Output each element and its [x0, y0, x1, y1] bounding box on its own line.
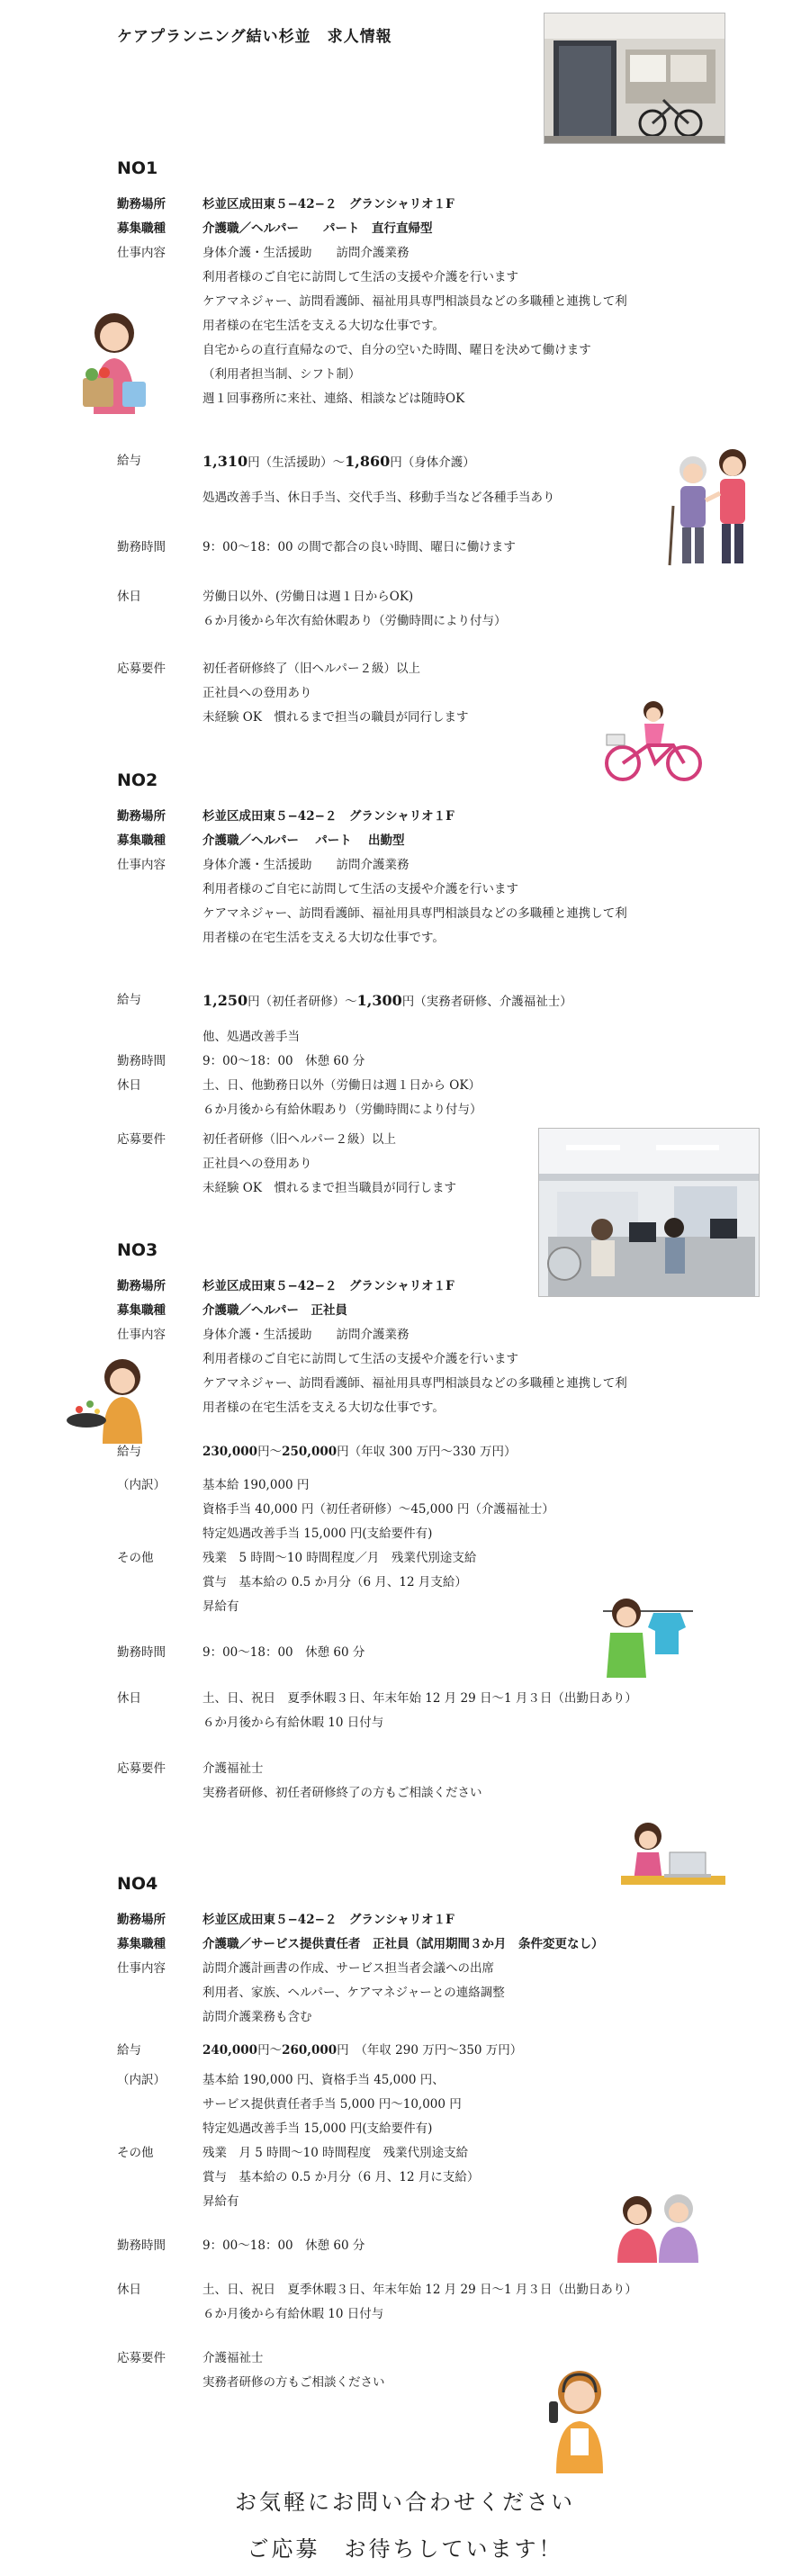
duty-line: ケアマネジャー、訪問看護師、福祉用具専門相談員などの多職種と連携して利 — [202, 294, 627, 309]
duty-line: ケアマネジャー、訪問看護師、福祉用具専門相談員などの多職種と連携して利 — [202, 1376, 627, 1391]
duty-line: 利用者様のご自宅に訪問して生活の支援や介護を行います — [202, 270, 518, 284]
requirement-line: 実務者研修の方もご相談ください — [202, 2375, 385, 2390]
duty-line: 利用者様のご自宅に訪問して生活の支援や介護を行います — [202, 882, 518, 896]
duty-line: 利用者様のご自宅に訪問して生活の支援や介護を行います — [202, 1352, 518, 1366]
requirements-label: 応募要件 — [117, 662, 166, 676]
requirement-line: 未経験 OK 慣れるまで担当の職員が同行します — [202, 710, 469, 725]
duties-label: 仕事内容 — [117, 1961, 166, 1976]
pay-min: 240,000 — [202, 2043, 258, 2058]
holiday-line: ６か月後から年次有給休暇あり（労働時間により付与） — [202, 614, 507, 628]
pay-unit: 円（生活援助）〜 — [248, 455, 346, 470]
position-label: 募集職種 — [117, 1303, 166, 1318]
position-label: 募集職種 — [117, 221, 166, 236]
location-value: 杉並区成田東５−42−２ グランシャリオ１F — [202, 1279, 454, 1293]
duties-label: 仕事内容 — [117, 1328, 166, 1342]
cooking-woman-illustration — [67, 1350, 160, 1444]
pay-unit: 円（身体介護） — [390, 455, 475, 470]
location-label: 勤務場所 — [117, 809, 166, 824]
position-value: 介護職／ヘルパー パート 出勤型 — [202, 833, 405, 848]
location-value: 杉並区成田東５−42−２ グランシャリオ１F — [202, 1913, 454, 1927]
headset-woman-illustration — [544, 2365, 616, 2473]
holiday-line: 土、日、祝日 夏季休暇３日、年末年始 12 月 29 日〜1 月３日（出勤日あり） — [202, 1691, 637, 1706]
breakdown-line: 特定処遇改善手当 15,000 円(支給要件有) — [202, 2121, 433, 2136]
job-number: NO4 — [117, 1874, 158, 1894]
pay-max: 1,300 — [356, 992, 402, 1009]
pay-max: 260,000 — [282, 2043, 338, 2058]
position-label: 募集職種 — [117, 1937, 166, 1951]
pay-unit: 円（初任者研修）〜 — [248, 995, 357, 1009]
holiday-line: ６か月後から有給休暇 10 日付与 — [202, 2307, 384, 2321]
closing-message: お気軽にお問い合わせください — [235, 2490, 575, 2515]
other-line: 昇給有 — [202, 1599, 239, 1614]
location-value: 杉並区成田東５−42−２ グランシャリオ１F — [202, 809, 454, 824]
pay-min: 1,250 — [202, 992, 248, 1009]
duty-line: 訪問介護計画書の作成、サービス担当者会議への出席 — [202, 1961, 494, 1976]
pay-unit: 円（実務者研修、介護福祉士） — [401, 995, 572, 1009]
holiday-line: 土、日、他勤務日以外（労働日は週１日から OK） — [202, 1078, 481, 1093]
duty-line: ケアマネジャー、訪問看護師、福祉用具専門相談員などの多職種と連携して利 — [202, 906, 627, 921]
breakdown-line: 特定処遇改善手当 15,000 円(支給要件有) — [202, 1527, 433, 1541]
position-value: 介護職／サービス提供責任者 正社員（試用期間３か月 条件変更なし） — [202, 1937, 604, 1951]
breakdown-line: 基本給 190,000 円 — [202, 1478, 310, 1492]
requirement-line: 初任者研修（旧ヘルパー２級）以上 — [202, 1132, 397, 1147]
duty-line: 用者様の在宅生活を支える大切な仕事です。 — [202, 1401, 445, 1415]
hours-label: 勤務時間 — [117, 540, 166, 554]
hours-label: 勤務時間 — [117, 1054, 166, 1068]
duty-line: 訪問介護業務も含む — [202, 2010, 312, 2024]
other-line: 賞与 基本給の 0.5 か月分（6 月、12 月支給） — [202, 1575, 467, 1590]
job-number: NO2 — [117, 770, 158, 790]
office-entrance-photo — [544, 13, 725, 144]
hours-value: 9：00〜18：00 休憩 60 分 — [202, 2238, 365, 2253]
holiday-label: 休日 — [117, 1078, 141, 1093]
other-line: 残業 月 5 時間〜10 時間程度 残業代別途支給 — [202, 2146, 469, 2160]
pay-unit: 円 （年収 290 万円〜350 万円） — [337, 2043, 523, 2058]
location-value: 杉並区成田東５−42−２ グランシャリオ１F — [202, 197, 454, 212]
requirements-label: 応募要件 — [117, 1761, 166, 1776]
caregiver-elder-illustration — [664, 443, 763, 569]
requirements-label: 応募要件 — [117, 1132, 166, 1147]
job-number: NO1 — [117, 158, 158, 178]
pay-label: 給与 — [117, 1445, 141, 1459]
duty-line: 身体介護・生活援助 訪問介護業務 — [202, 858, 410, 872]
breakdown-line: 基本給 190,000 円、資格手当 45,000 円、 — [202, 2073, 445, 2087]
duty-line: 週１回事務所に来社、連絡、相談などは随時OK — [202, 392, 465, 406]
breakdown-label: （内訳） — [117, 1478, 166, 1492]
pay-unit: 円（年収 300 万円〜330 万円） — [337, 1445, 517, 1459]
duties-label: 仕事内容 — [117, 858, 166, 872]
breakdown-line: サービス提供責任者手当 5,000 円〜10,000 円 — [202, 2097, 462, 2112]
holiday-line: ６か月後から有給休暇 10 日付与 — [202, 1716, 384, 1730]
location-label: 勤務場所 — [117, 197, 166, 212]
position-value: 介護職／ヘルパー パート 直行直帰型 — [202, 221, 433, 236]
breakdown-label: （内訳） — [117, 2073, 166, 2087]
requirement-line: 実務者研修、初任者研修終了の方もご相談ください — [202, 1786, 482, 1800]
pay-label: 給与 — [117, 2043, 141, 2058]
pay-note: 他、処遇改善手当 — [202, 1030, 300, 1044]
holiday-line: 労働日以外、(労働日は週１日からOK) — [202, 590, 414, 604]
requirements-label: 応募要件 — [117, 2351, 166, 2365]
other-label: その他 — [117, 1551, 154, 1565]
breakdown-line: 資格手当 40,000 円（初任者研修）〜45,000 円（介護福祉士） — [202, 1502, 554, 1517]
holiday-line: 土、日、祝日 夏季休暇３日、年末年始 12 月 29 日〜1 月３日（出勤日あり） — [202, 2283, 637, 2297]
other-line: 昇給有 — [202, 2194, 239, 2209]
duty-line: 用者様の在宅生活を支える大切な仕事です。 — [202, 931, 445, 945]
holiday-label: 休日 — [117, 1691, 141, 1706]
holiday-label: 休日 — [117, 2283, 141, 2297]
pay-max: 250,000 — [282, 1445, 338, 1459]
other-line: 残業 5 時間〜10 時間程度／月 残業代別途支給 — [202, 1551, 477, 1565]
hours-value: 9：00〜18：00 休憩 60 分 — [202, 1054, 365, 1068]
pay-max: 1,860 — [345, 453, 391, 470]
hours-label: 勤務時間 — [117, 1645, 166, 1660]
other-label: その他 — [117, 2146, 154, 2160]
holiday-line: ６か月後から有給休暇あり（労働時間により付与） — [202, 1103, 482, 1117]
closing-message: ご応募 お待ちしています！ — [247, 2536, 563, 2562]
duty-line: 利用者、家族、ヘルパー、ケアマネジャーとの連絡調整 — [202, 1986, 505, 2000]
pay-min: 230,000 — [202, 1445, 258, 1459]
duty-line: 自宅からの直行直帰なので、自分の空いた時間、曜日を決めて働けます — [202, 343, 591, 357]
location-label: 勤務場所 — [117, 1913, 166, 1927]
duty-line: （利用者担当制、シフト制） — [202, 367, 361, 382]
job-no1 — [117, 158, 729, 730]
laptop-girl-illustration — [621, 1818, 725, 1890]
job-no3 — [117, 1240, 729, 1806]
hours-value: 9：00〜18：00 の間で都合の良い時間、曜日に働けます — [202, 540, 516, 554]
requirement-line: 介護福祉士 — [202, 1761, 264, 1776]
requirement-line: 介護福祉士 — [202, 2351, 264, 2365]
holiday-label: 休日 — [117, 590, 141, 604]
duties-list — [202, 241, 729, 411]
pay-min: 1,310 — [202, 453, 248, 470]
pay-label: 給与 — [117, 454, 141, 468]
pay-note: 処遇改善手当、休日手当、交代手当、移動手当など各種手当あり — [202, 491, 555, 505]
hours-value: 9：00〜18：00 休憩 60 分 — [202, 1645, 365, 1660]
requirement-line: 正社員への登用あり — [202, 686, 312, 700]
page-title: ケアプランニング結い杉並 求人情報 — [117, 28, 392, 46]
location-label: 勤務場所 — [117, 1279, 166, 1293]
pay-unit: 円〜 — [257, 2043, 283, 2058]
caregiver-elderly-woman-illustration — [614, 2187, 704, 2263]
job-number: NO3 — [117, 1240, 158, 1260]
requirement-line: 未経験 OK 慣れるまで担当職員が同行します — [202, 1181, 456, 1195]
requirement-line: 初任者研修終了（旧ヘルパー２級）以上 — [202, 662, 421, 676]
other-line: 賞与 基本給の 0.5 か月分（6 月、12 月に支給） — [202, 2170, 480, 2184]
shopping-woman-illustration — [65, 306, 164, 414]
job-no4 — [117, 1874, 729, 2395]
pay-unit: 円〜 — [257, 1445, 283, 1459]
position-value: 介護職／ヘルパー 正社員 — [202, 1303, 348, 1318]
duty-line: 身体介護・生活援助 訪問介護業務 — [202, 246, 410, 260]
pay-label: 給与 — [117, 993, 141, 1007]
position-label: 募集職種 — [117, 833, 166, 848]
laundry-woman-illustration — [599, 1591, 697, 1678]
bicycle-girl-illustration — [601, 700, 706, 783]
hours-label: 勤務時間 — [117, 2238, 166, 2253]
duty-line: 身体介護・生活援助 訪問介護業務 — [202, 1328, 410, 1342]
duty-line: 用者様の在宅生活を支える大切な仕事です。 — [202, 319, 445, 333]
duties-label: 仕事内容 — [117, 246, 166, 260]
requirement-line: 正社員への登用あり — [202, 1157, 312, 1171]
